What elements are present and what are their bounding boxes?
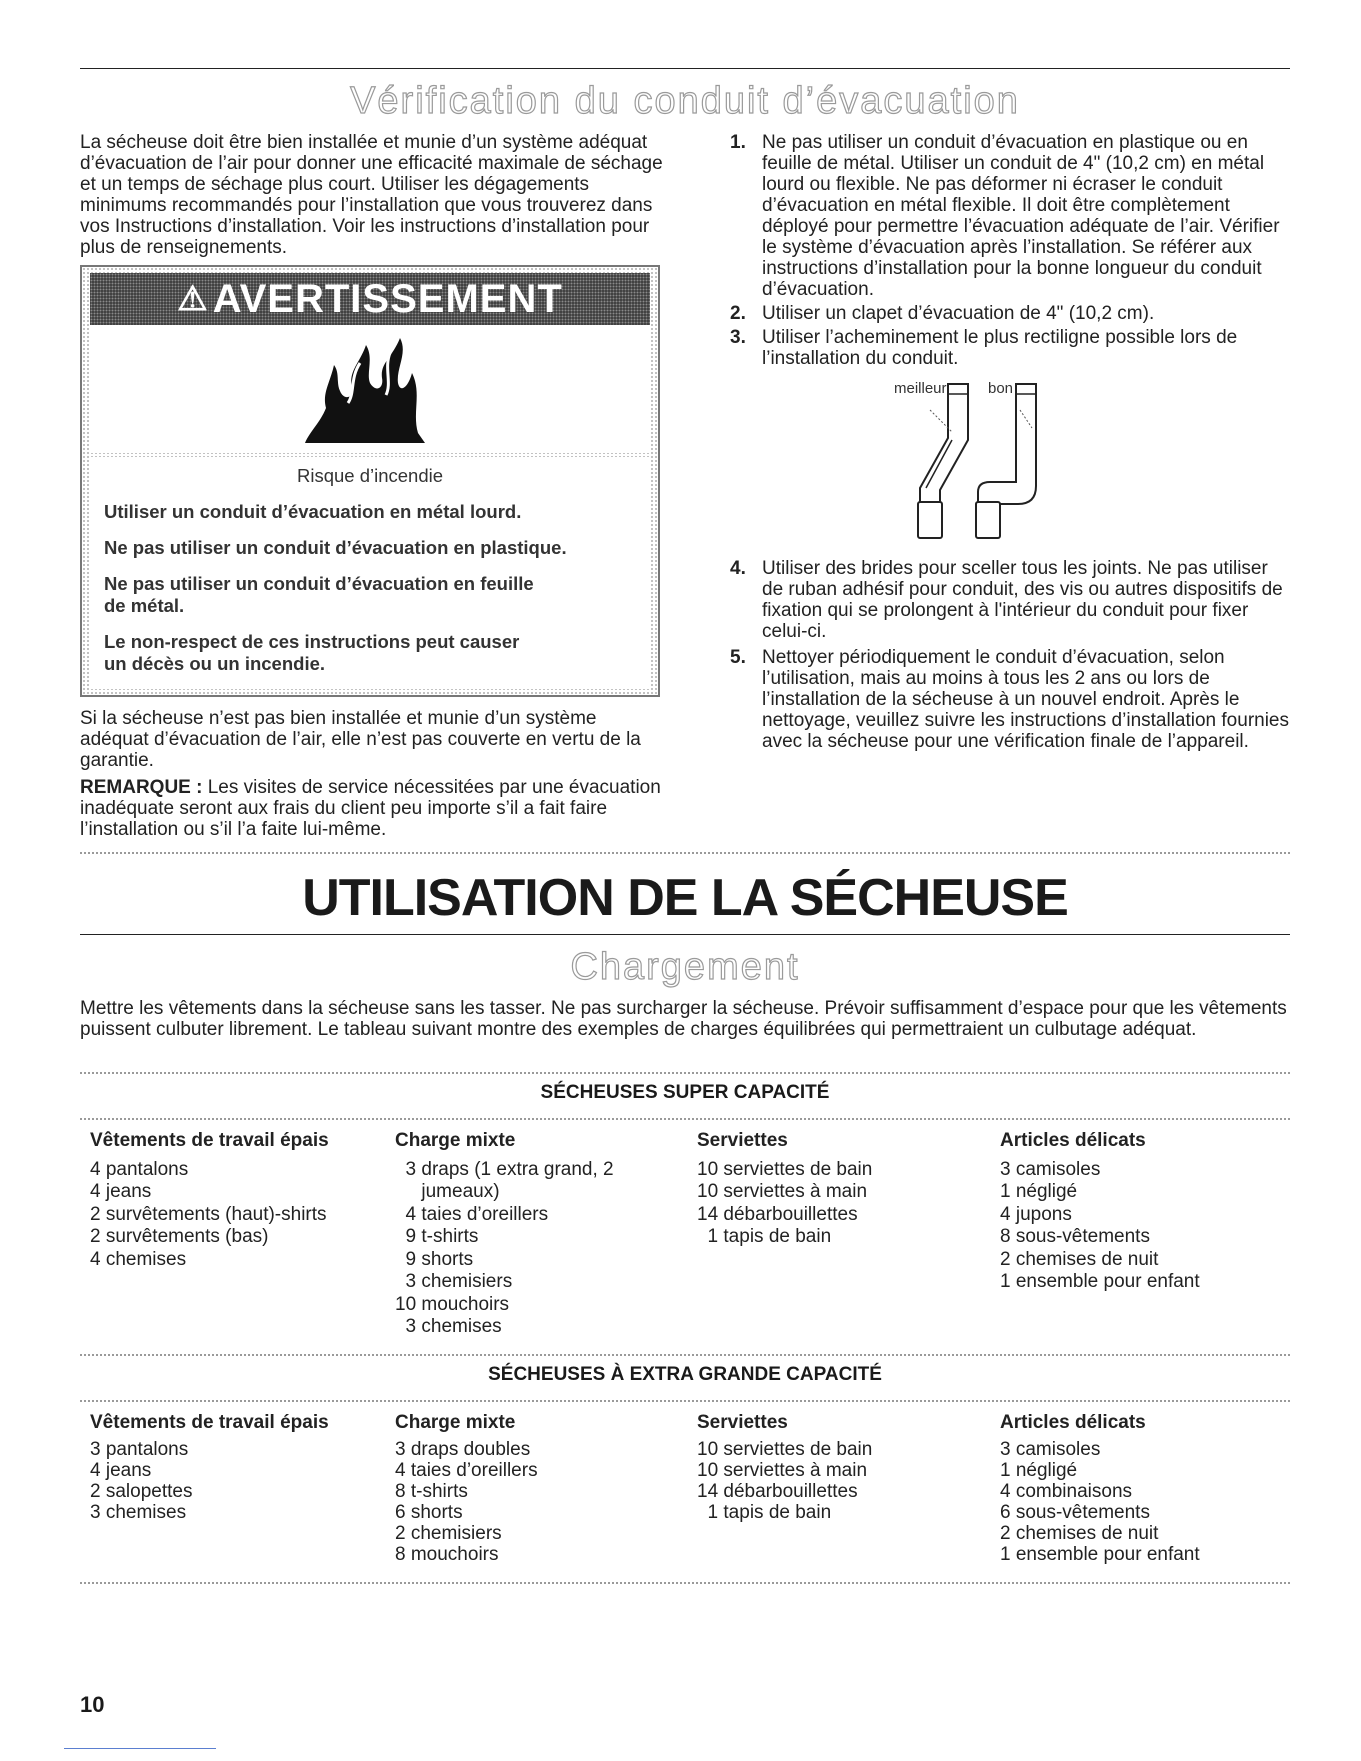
list-item: 4 taies d’oreillers xyxy=(395,1460,538,1481)
list-item: 10 serviettes à main xyxy=(697,1181,868,1202)
warning-line: Le non-respect de ces instructions peut causer xyxy=(104,631,520,652)
list-item: 10 serviettes à main xyxy=(697,1460,868,1481)
list-item: 2 survêtements (haut)-shirts xyxy=(90,1203,327,1225)
diagram-label-best: meilleur xyxy=(894,380,947,397)
page-title: UTILISATION DE LA SÉCHEUSE xyxy=(302,869,1068,927)
table-divider xyxy=(80,1582,1290,1584)
table-column xyxy=(1000,1130,1200,1294)
list-item: 8 t-shirts xyxy=(395,1481,468,1502)
list-item: 4 jeans xyxy=(90,1181,152,1202)
loading-heading: Chargement xyxy=(570,946,800,988)
remarque-label: REMARQUE : xyxy=(80,777,203,798)
list-item: 6 sous-vêtements xyxy=(1000,1502,1150,1523)
list-item: 3 camisoles xyxy=(1000,1439,1101,1460)
table-divider xyxy=(80,1354,1290,1356)
table-column xyxy=(697,1412,872,1523)
list-item: 1 négligé xyxy=(1000,1460,1078,1481)
warranty-note: Si la sécheuse n’est pas bien installée et munie d’un système adéquat d’évacuation de l’air, elle n’est pas couverte en vertu de la garantie. xyxy=(80,708,641,771)
list-item: 3 chemisiers xyxy=(395,1271,513,1292)
table-column xyxy=(395,1412,538,1565)
list-item: 4. Utiliser des brides pour sceller tous les joints. Ne pas utiliser de ruban adhésif pour conduit, des vis ou autres dispositifs de fixation qui se prolongent à l'intérieur du conduit pour fixer celui-ci. xyxy=(730,558,1283,642)
list-item: 3 chemises xyxy=(90,1502,187,1523)
list-item: 3 pantalons xyxy=(90,1439,189,1460)
top-rule xyxy=(80,68,1290,69)
list-item: 3 chemises xyxy=(395,1316,502,1337)
list-item: 10 serviettes de bain xyxy=(697,1439,873,1460)
title-rule xyxy=(80,934,1290,935)
list-item: 3 draps (1 extra grand, 2 xyxy=(395,1158,614,1180)
list-item: 8 sous-vêtements xyxy=(1000,1226,1150,1247)
list-item: 14 débarbouillettes xyxy=(697,1481,858,1502)
column-header: Vêtements de travail épais xyxy=(90,1412,329,1433)
list-item: 10 mouchoirs xyxy=(395,1293,510,1315)
table-column xyxy=(697,1130,872,1249)
warning-banner xyxy=(90,273,650,325)
list-item: 4 jupons xyxy=(1000,1203,1072,1225)
list-item: 10 serviettes de bain xyxy=(697,1158,873,1180)
loading-intro: Mettre les vêtements dans la sécheuse sans les tasser. Ne pas surcharger la sécheuse. Prévoir suffisamment d’espace pour que les vêtements puissent culbuter librement. Le tableau suivant montre des exemples de charges équilibrées qui permettraient un culbutage adéquat. xyxy=(80,998,1287,1040)
warning-line: Utiliser un conduit d’évacuation en métal lourd. xyxy=(104,501,522,522)
table-title-extra: SÉCHEUSES À EXTRA GRANDE CAPACITÉ xyxy=(488,1364,882,1385)
vent-intro: La sécheuse doit être bien installée et munie d’un système adéquat d’évacuation de l’air pour donner une efficacité maximale de séchage et un temps de séchage plus court. Utiliser les dégagements minimums recommandés pour l’installation que vous trouverez dans vos Instructions d’installation. Voir les instructions d’installation pour plus de renseignements. xyxy=(80,132,663,258)
list-item: 4 chemises xyxy=(90,1248,187,1270)
list-item: 1 ensemble pour enfant xyxy=(1000,1271,1200,1292)
column-header: Serviettes xyxy=(697,1130,788,1151)
diagram-label-good: bon xyxy=(988,380,1014,397)
list-item: 4 jeans xyxy=(90,1460,152,1481)
column-header: Vêtements de travail épais xyxy=(90,1130,329,1151)
warning-title: Risque d’incendie xyxy=(296,465,444,486)
warning-banner-label: AVERTISSEMENT xyxy=(212,276,563,321)
vent-steps-list xyxy=(730,132,1290,372)
list-item: 8 mouchoirs xyxy=(395,1544,499,1565)
list-item: 1 tapis de bain xyxy=(697,1226,832,1247)
table-divider xyxy=(80,1072,1290,1074)
warning-line: Ne pas utiliser un conduit d’évacuation en feuille xyxy=(104,573,534,594)
vent-steps-list-continued xyxy=(730,558,1290,755)
list-item: 9 t-shirts xyxy=(395,1226,479,1247)
table-column xyxy=(90,1130,329,1271)
page-number: 10 xyxy=(80,1692,105,1717)
list-item: 4 taies d’oreillers xyxy=(395,1203,549,1225)
list-item: 3 draps doubles xyxy=(395,1439,531,1460)
list-item: 3. Utiliser l’acheminement le plus rectiligne possible lors de l’installation du conduit. xyxy=(730,327,1238,369)
list-item: 2 salopettes xyxy=(90,1481,193,1502)
column-header: Articles délicats xyxy=(1000,1130,1146,1151)
list-item: 1 négligé xyxy=(1000,1181,1078,1202)
table-column xyxy=(1000,1412,1200,1565)
remarque-text: Les visites de service nécessitées par une évacuation inadéquate seront aux frais du client peu importe s’il a fait faire l’installation ou s’il l’a faite lui-même. xyxy=(80,777,661,840)
table-column xyxy=(90,1412,329,1523)
fire-hazard-icon xyxy=(300,333,430,448)
duct-diagram-icon xyxy=(860,380,1180,550)
footer-link-underline xyxy=(64,1748,216,1749)
column-header: Articles délicats xyxy=(1000,1412,1146,1433)
list-item: jumeaux) xyxy=(395,1181,500,1202)
warning-line: un décès ou un incendie. xyxy=(104,653,326,674)
vent-routing-diagram xyxy=(860,380,1180,555)
list-item: 2. Utiliser un clapet d’évacuation de 4" (10,2 cm). xyxy=(730,303,1155,324)
list-item: 4 pantalons xyxy=(90,1158,189,1180)
list-item: 2 chemises de nuit xyxy=(1000,1248,1159,1270)
divider xyxy=(80,852,1290,854)
list-item: 2 chemisiers xyxy=(395,1523,502,1544)
table-divider xyxy=(80,1118,1290,1120)
list-item: 1 ensemble pour enfant xyxy=(1000,1544,1200,1565)
list-item: 1. Ne pas utiliser un conduit d’évacuation en plastique ou en feuille de métal. Utiliser un conduit de 4" (10,2 cm) en métal lourd ou flexible. Ne pas déformer ni écraser le conduit d’évacuation en métal flexible. Il doit être complètement déployé pour permettre l’évacuation adéquate de l’air. Vérifier le système d’évacuation après l’installation. Se référer aux instructions d’installation pour la bonne longueur du conduit d’évacuation. xyxy=(730,132,1280,300)
vent-check-heading: Vérification du conduit d’évacuation xyxy=(350,80,1020,122)
warning-box xyxy=(80,265,660,697)
warning-line: Ne pas utiliser un conduit d’évacuation en plastique. xyxy=(104,537,567,558)
list-item: 2 survêtements (bas) xyxy=(90,1226,269,1247)
remarque-paragraph xyxy=(80,777,665,840)
list-item: 9 shorts xyxy=(395,1248,474,1270)
column-header: Charge mixte xyxy=(395,1130,516,1151)
list-item: 2 chemises de nuit xyxy=(1000,1523,1159,1544)
list-item: 3 camisoles xyxy=(1000,1158,1101,1180)
page xyxy=(80,0,1290,1761)
warning-line: de métal. xyxy=(104,595,185,616)
warning-triangle-icon: ⚠ xyxy=(177,280,209,318)
list-item: 5. Nettoyer périodiquement le conduit d’évacuation, selon l’utilisation, mais au moins à tous les 2 ans ou lors de l’installation de la sécheuse à un nouvel endroit. Après le nettoyage, veuillez suivre les instructions d’installation fournies avec la sécheuse pour une vérification finale de l’appareil. xyxy=(730,647,1289,752)
column-header: Charge mixte xyxy=(395,1412,516,1433)
list-item: 14 débarbouillettes xyxy=(697,1203,858,1225)
column-header: Serviettes xyxy=(697,1412,788,1433)
table-title-super: SÉCHEUSES SUPER CAPACITÉ xyxy=(540,1082,830,1103)
table-divider xyxy=(80,1400,1290,1402)
list-item: 6 shorts xyxy=(395,1502,463,1523)
list-item: 4 combinaisons xyxy=(1000,1481,1133,1502)
list-item: 1 tapis de bain xyxy=(697,1502,832,1523)
table-column xyxy=(395,1130,614,1339)
